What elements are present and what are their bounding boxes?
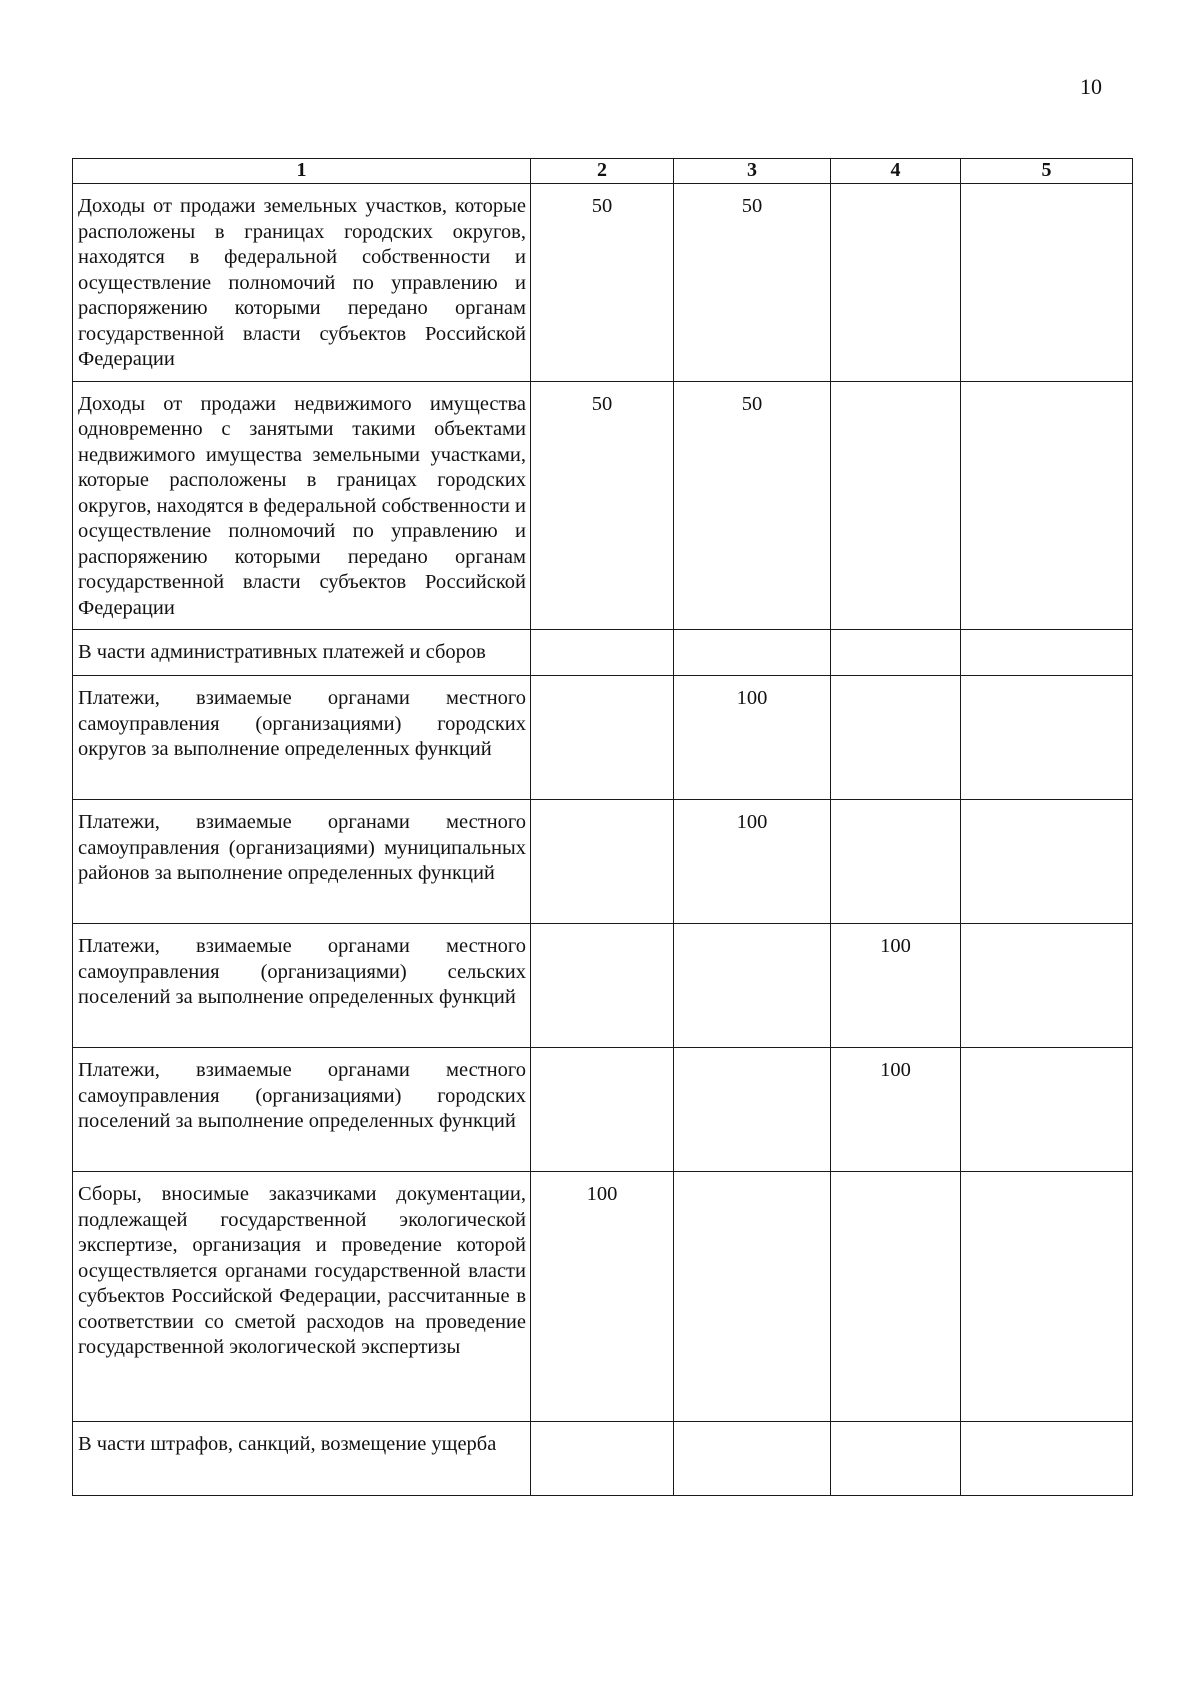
table-cell-col3: 50 — [674, 381, 831, 630]
table-cell-col4: 100 — [831, 1048, 961, 1172]
table-cell-col2: 50 — [531, 184, 674, 382]
section-heading: В части административных платежей и сборов — [73, 630, 531, 676]
table-cell-col4 — [831, 381, 961, 630]
table-cell-col3 — [674, 924, 831, 1048]
table-cell-col3 — [674, 1048, 831, 1172]
table-cell-col5 — [961, 1172, 1133, 1422]
table-cell-col5 — [961, 1048, 1133, 1172]
table-cell-col3 — [674, 1422, 831, 1496]
table-row — [73, 630, 1133, 676]
table-cell-col3 — [674, 630, 831, 676]
revenue-distribution-table — [72, 158, 1133, 1496]
table-cell-col5 — [961, 924, 1133, 1048]
table-cell-col2 — [531, 1048, 674, 1172]
table-cell-col4: 100 — [831, 924, 961, 1048]
table-row — [73, 184, 1133, 382]
table-cell-col2 — [531, 676, 674, 800]
table-row — [73, 1422, 1133, 1496]
row-description: Платежи, взимаемые органами местного самоуправления (организациями) сельских поселений за выполнение определенных функций — [73, 924, 531, 1048]
table-cell-col5 — [961, 381, 1133, 630]
table-cell-col3 — [674, 1172, 831, 1422]
table-cell-col2 — [531, 924, 674, 1048]
table-cell-col5 — [961, 1422, 1133, 1496]
table-header-row — [73, 159, 1133, 184]
table-cell-col4 — [831, 630, 961, 676]
table-cell-col2 — [531, 630, 674, 676]
table-row — [73, 676, 1133, 800]
row-description: Платежи, взимаемые органами местного самоуправления (организациями) городских поселений за выполнение определенных функций — [73, 1048, 531, 1172]
table-cell-col5 — [961, 800, 1133, 924]
table-cell-col2: 50 — [531, 381, 674, 630]
table-row — [73, 924, 1133, 1048]
table-cell-col5 — [961, 630, 1133, 676]
table-row — [73, 800, 1133, 924]
table-cell-col4 — [831, 1172, 961, 1422]
row-description: Доходы от продажи земельных участков, которые расположены в границах городских округов, находятся в федеральной собственности и осуществление полномочий по управлению и распоряжению которыми передано органам государственной власти субъектов Российской Федерации — [73, 184, 531, 382]
section-heading: В части штрафов, санкций, возмещение ущерба — [73, 1422, 531, 1496]
table-cell-col4 — [831, 1422, 961, 1496]
table-cell-col4 — [831, 800, 961, 924]
page-number: 10 — [1080, 74, 1102, 99]
table-row — [73, 381, 1133, 630]
table-cell-col3: 50 — [674, 184, 831, 382]
table-cell-col5 — [961, 676, 1133, 800]
row-description: Платежи, взимаемые органами местного самоуправления (организациями) муниципальных районов за выполнение определенных функций — [73, 800, 531, 924]
table-row — [73, 1172, 1133, 1422]
table-cell-col4 — [831, 184, 961, 382]
table-cell-col2: 100 — [531, 1172, 674, 1422]
column-header: 4 — [831, 159, 961, 184]
table-row — [73, 1048, 1133, 1172]
column-header: 5 — [961, 159, 1133, 184]
table-cell-col3: 100 — [674, 676, 831, 800]
table-cell-col5 — [961, 184, 1133, 382]
column-header: 1 — [73, 159, 531, 184]
table-cell-col2 — [531, 1422, 674, 1496]
row-description: Платежи, взимаемые органами местного самоуправления (организациями) городских округов за выполнение определенных функций — [73, 676, 531, 800]
table-cell-col4 — [831, 676, 961, 800]
column-header: 2 — [531, 159, 674, 184]
row-description: Доходы от продажи недвижимого имущества одновременно с занятыми такими объектами недвижимого имущества земельными участками, которые расположены в границах городских округов, находятся в федеральной собственности и осуществление полномочий по управлению и распоряжению которыми передано органам государственной власти субъектов Российской Федерации — [73, 381, 531, 630]
table-cell-col2 — [531, 800, 674, 924]
table-cell-col3: 100 — [674, 800, 831, 924]
column-header: 3 — [674, 159, 831, 184]
row-description: Сборы, вносимые заказчиками документации, подлежащей государственной экологической экспертизе, организация и проведение которой осуществляется органами государственной власти субъектов Российской Федерации, рассчитанные в соответствии со сметой расходов на проведение государственной экологической экспертизы — [73, 1172, 531, 1422]
